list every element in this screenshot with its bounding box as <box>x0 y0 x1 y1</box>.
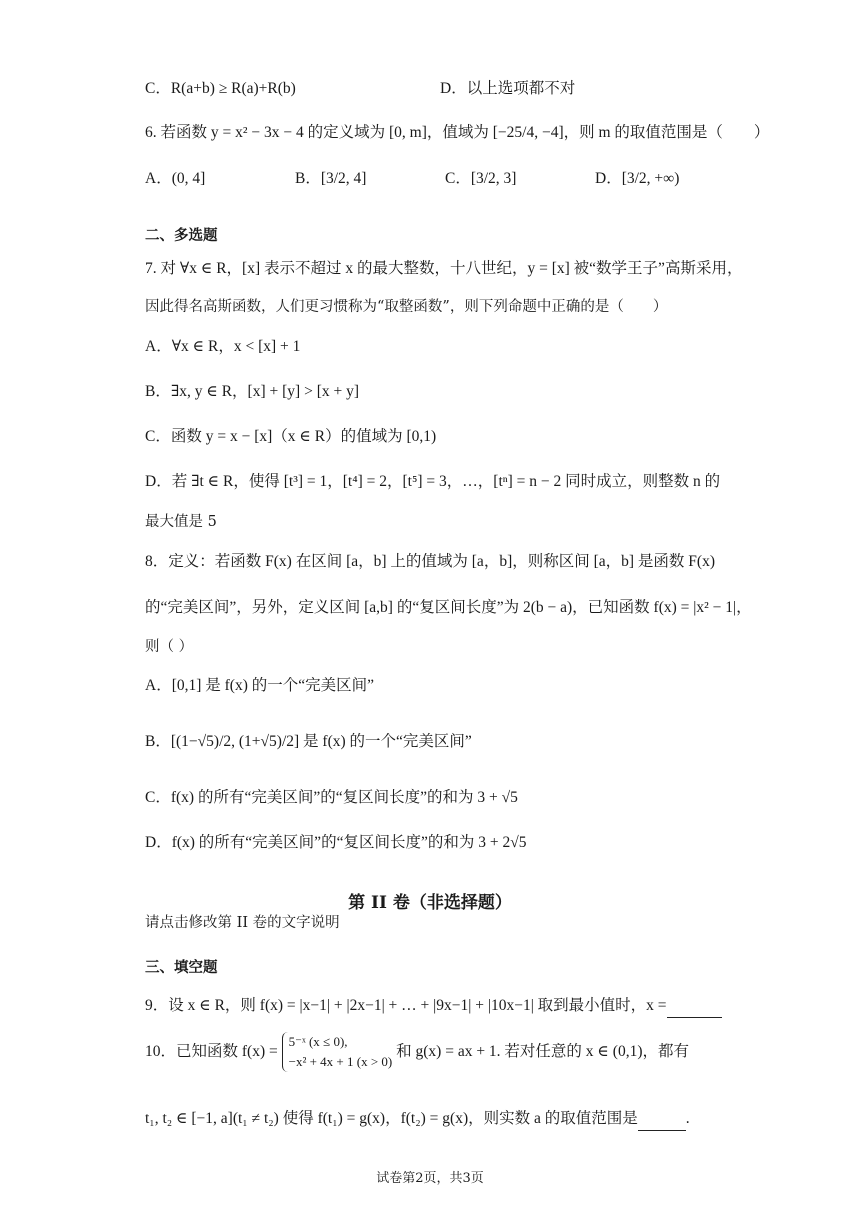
q6-option-a: A．(0, 4] <box>145 170 206 187</box>
q10-line2-text: t₁, t₂ ∈ [−1, a](t₁ ≠ t₂) 使得 f(t₁) = g(x)，f(t₂) = g(x)，则实数 a 的取值范围是 <box>145 1110 638 1127</box>
q10-piece-1: 5⁻ˣ (x ≤ 0), <box>288 1034 348 1049</box>
q8-stem-line2: 的“完美区间”，另外，定义区间 [a,b] 的“复区间长度”为 2(b − a)，已知函数 f(x) = |x² − 1|， <box>145 599 752 616</box>
q8-option-c: C．f(x) 的所有“完美区间”的“复区间长度”的和为 3 + √5 <box>145 789 518 806</box>
q7-option-a: A．∀x ∈ R，x < [x] + 1 <box>145 338 301 355</box>
q10-suffix: 和 g(x) = ax + 1. 若对任意的 x ∈ (0,1)，都有 <box>396 1043 689 1060</box>
q7-stem-line2: 因此得名高斯函数，人们更习惯称为“取整函数”，则下列命题中正确的是（ ） <box>145 299 668 315</box>
q7-option-d-line2: 最大值是 5 <box>145 514 217 530</box>
q5-option-c: C．R(a+b) ≥ R(a)+R(b) <box>145 80 296 97</box>
q7-option-d-line1: D．若 ∃t ∈ R，使得 [t³] = 1，[t⁴] = 2，[t⁵] = 3，…，[tⁿ] = n − 2 同时成立，则整数 n 的 <box>145 473 721 490</box>
q7-stem-line1: 7. 对 ∀x ∈ R，[x] 表示不超过 x 的最大整数，十八世纪，y = [x] 被“数学王子”高斯采用， <box>145 260 743 277</box>
section-multi-choice: 二、多选题 <box>145 227 218 244</box>
q9-answer-blank <box>667 995 722 1018</box>
q9-text: 9．设 x ∈ R，则 f(x) = |x−1| + |2x−1| + … + |9x−1| + |10x−1| 取到最小值时，x = <box>145 997 667 1014</box>
q8-option-b: B．[(1−√5)/2, (1+√5)/2] 是 f(x) 的一个“完美区间” <box>145 733 472 750</box>
q6-option-c: C．[3/2, 3] <box>445 170 517 187</box>
q7-option-c: C．函数 y = x − [x]（x ∈ R）的值域为 [0,1) <box>145 428 437 445</box>
q10-prefix: 10．已知函数 f(x) = <box>145 1043 278 1060</box>
q8-stem-line3: 则（ ） <box>145 639 194 655</box>
section-fill-blank: 三、填空题 <box>145 959 218 976</box>
q10-answer-blank <box>638 1108 686 1131</box>
volume-2-note: 请点击修改第 II 卷的文字说明 <box>145 915 340 931</box>
q10-piecewise <box>282 1032 393 1072</box>
q8-stem-line1: 8．定义：若函数 F(x) 在区间 [a，b] 上的值域为 [a，b]，则称区间 [a，b] 是函数 F(x) <box>145 553 715 570</box>
q10-stem-line2: t₁, t₂ ∈ [−1, a](t₁ ≠ t₂) 使得 f(t₁) = g(x)，f(t₂) = g(x)，则实数 a 的取值范围是 . <box>145 1108 690 1131</box>
q6-stem: 6. 若函数 y = x² − 3x − 4 的定义域为 [0, m]，值域为 [−25/4, −4]，则 m 的取值范围是（ ） <box>145 124 770 141</box>
q10-stem-line1 <box>145 1032 689 1072</box>
q7-option-b: B．∃x, y ∈ R，[x] + [y] > [x + y] <box>145 383 360 400</box>
page-footer: 试卷第2页，共3页 <box>376 1171 484 1186</box>
q8-option-d: D．f(x) 的所有“完美区间”的“复区间长度”的和为 3 + 2√5 <box>145 834 527 851</box>
q6-option-d: D．[3/2, +∞) <box>595 170 680 187</box>
q9-stem <box>145 995 722 1018</box>
q6-option-b: B．[3/2, 4] <box>295 170 367 187</box>
q8-option-a: A．[0,1] 是 f(x) 的一个“完美区间” <box>145 677 375 694</box>
volume-2-title: 第 II 卷（非选择题） <box>348 893 512 913</box>
q5-option-d: D．以上选项都不对 <box>440 80 576 97</box>
q10-piece-2: −x² + 4x + 1 (x > 0) <box>288 1054 393 1069</box>
